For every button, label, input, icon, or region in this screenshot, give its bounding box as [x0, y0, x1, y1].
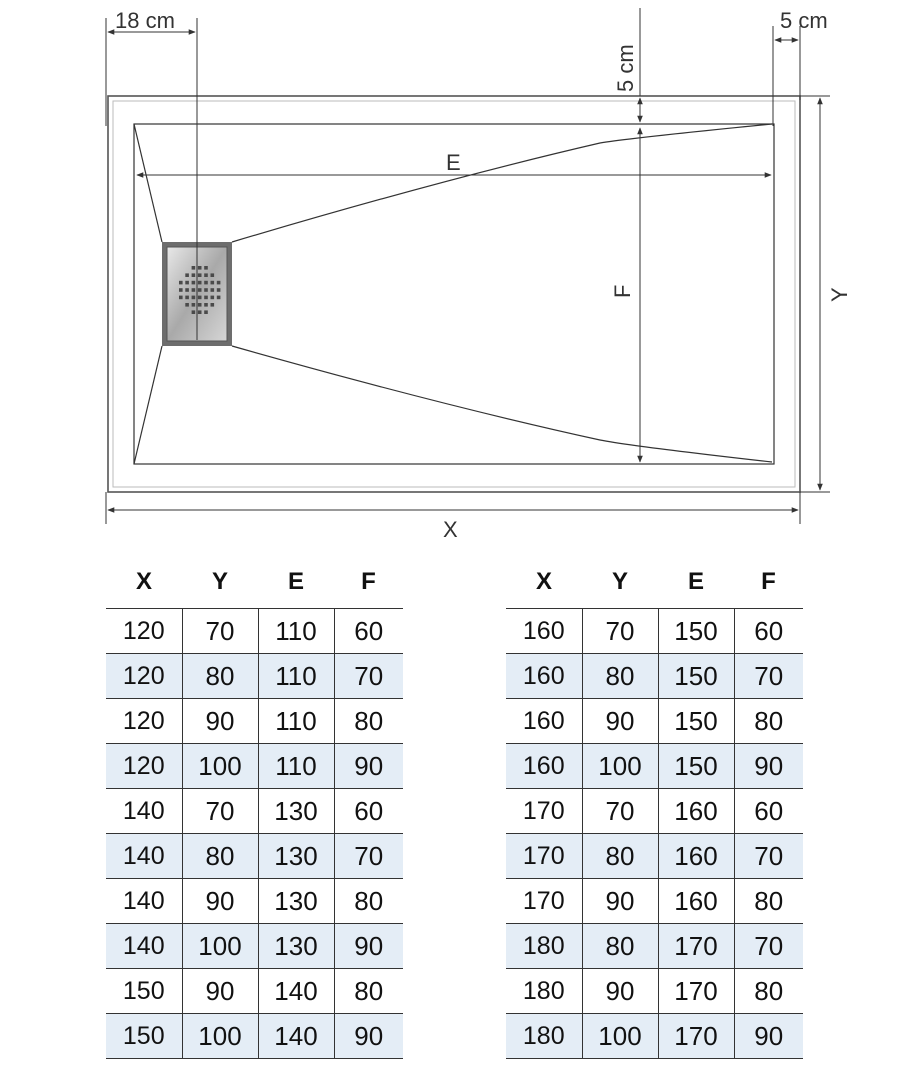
- table-cell: 70: [334, 834, 403, 879]
- dimension-y: [800, 96, 852, 492]
- table-row: [106, 834, 403, 879]
- drain-hole: [198, 273, 202, 277]
- table-cell: 150: [658, 609, 734, 654]
- table-cell: 170: [506, 834, 582, 879]
- table-cell: 130: [258, 879, 334, 924]
- table-cell: 90: [582, 969, 658, 1014]
- label-drain-offset: 18 cm: [115, 8, 175, 33]
- label-edge-top: 5 cm: [613, 44, 638, 92]
- drain-hole: [211, 281, 215, 285]
- table-cell: 70: [182, 789, 258, 834]
- drain-hole: [185, 281, 189, 285]
- table-cell: 160: [658, 834, 734, 879]
- table-cell: 90: [582, 699, 658, 744]
- drain-hole: [185, 273, 189, 277]
- column-header: X: [135, 568, 152, 595]
- table-cell: 90: [334, 1014, 403, 1059]
- column-header: Y: [611, 568, 628, 595]
- table-cell: 110: [258, 654, 334, 699]
- table-header-row: [106, 556, 403, 609]
- table-row: [506, 744, 803, 789]
- table-row: [506, 879, 803, 924]
- table-cell: 80: [334, 969, 403, 1014]
- drain-hole: [204, 281, 208, 285]
- table-cell: 170: [658, 924, 734, 969]
- drain-hole: [217, 296, 221, 300]
- table-cell: 160: [658, 789, 734, 834]
- table-cell: 70: [734, 834, 803, 879]
- table-cell: 100: [582, 1014, 658, 1059]
- table-row: [106, 744, 403, 789]
- table-cell: 80: [734, 969, 803, 1014]
- drain-hole: [211, 303, 215, 307]
- table-cell: 80: [734, 699, 803, 744]
- table-row: [106, 924, 403, 969]
- table-cell: 140: [106, 924, 182, 969]
- drain-hole: [192, 296, 196, 300]
- table-cell: 90: [734, 1014, 803, 1059]
- table-cell: 150: [658, 699, 734, 744]
- table-cell: 140: [258, 969, 334, 1014]
- drain-hole: [198, 296, 202, 300]
- drain-hole: [211, 273, 215, 277]
- drain-hole: [198, 281, 202, 285]
- table-row: [506, 609, 803, 654]
- table-cell: 90: [582, 879, 658, 924]
- drain-hole: [204, 266, 208, 270]
- table-cell: 160: [506, 654, 582, 699]
- table-cell: 160: [506, 699, 582, 744]
- table-cell: 110: [258, 744, 334, 789]
- table-cell: 150: [106, 969, 182, 1014]
- table-cell: 120: [106, 654, 182, 699]
- drain-hole: [211, 296, 215, 300]
- table-cell: 180: [506, 969, 582, 1014]
- table-header-row: [506, 556, 803, 609]
- table-cell: 130: [258, 834, 334, 879]
- table-row: [106, 654, 403, 699]
- table-cell: 100: [182, 1014, 258, 1059]
- column-header: E: [287, 568, 304, 595]
- table-cell: 100: [582, 744, 658, 789]
- table-cell: 80: [334, 699, 403, 744]
- table-cell: 100: [182, 924, 258, 969]
- drain-hole: [198, 266, 202, 270]
- table-cell: 140: [258, 1014, 334, 1059]
- table-row: [106, 1014, 403, 1059]
- table-cell: 70: [734, 654, 803, 699]
- table-row: [506, 969, 803, 1014]
- drain-hole: [211, 288, 215, 292]
- table-cell: 140: [106, 879, 182, 924]
- table-cell: 130: [258, 789, 334, 834]
- drain-hole: [185, 288, 189, 292]
- drain-hole: [198, 288, 202, 292]
- drain-hole: [204, 296, 208, 300]
- drain-hole: [198, 303, 202, 307]
- drain-hole: [198, 310, 202, 314]
- drain-hole: [192, 266, 196, 270]
- drain-hole: [204, 310, 208, 314]
- table-cell: 160: [658, 879, 734, 924]
- table-cell: 160: [506, 609, 582, 654]
- drain-hole: [185, 303, 189, 307]
- table-cell: 110: [258, 609, 334, 654]
- table-cell: 90: [734, 744, 803, 789]
- table-cell: 70: [734, 924, 803, 969]
- table-cell: 170: [658, 969, 734, 1014]
- label-f: F: [610, 284, 635, 298]
- drain-hole: [179, 296, 183, 300]
- table-row: [106, 969, 403, 1014]
- drain-hole: [192, 310, 196, 314]
- table-cell: 170: [506, 789, 582, 834]
- table-row: [106, 699, 403, 744]
- table-row: [506, 699, 803, 744]
- table-cell: 160: [506, 744, 582, 789]
- table-cell: 80: [182, 834, 258, 879]
- drain-hole: [192, 273, 196, 277]
- dimension-x: [106, 492, 800, 542]
- table-cell: 70: [582, 609, 658, 654]
- table-cell: 100: [182, 744, 258, 789]
- drain-hole: [217, 281, 221, 285]
- table-cell: 70: [182, 609, 258, 654]
- table-cell: 80: [582, 834, 658, 879]
- column-header: Y: [211, 568, 228, 595]
- table-row: [506, 789, 803, 834]
- table-cell: 120: [106, 699, 182, 744]
- table-cell: 170: [506, 879, 582, 924]
- table-cell: 90: [182, 699, 258, 744]
- table-cell: 110: [258, 699, 334, 744]
- size-table-right: [506, 556, 803, 1059]
- drain-hole: [179, 281, 183, 285]
- label-x: X: [443, 517, 458, 542]
- drain-hole: [179, 288, 183, 292]
- drain-hole: [192, 281, 196, 285]
- drain-hole: [192, 288, 196, 292]
- label-edge-right: 5 cm: [780, 8, 828, 33]
- table-row: [106, 879, 403, 924]
- table-cell: 90: [182, 969, 258, 1014]
- table-cell: 140: [106, 789, 182, 834]
- table-cell: 150: [658, 654, 734, 699]
- table-row: [506, 834, 803, 879]
- table-row: [506, 654, 803, 699]
- drain-hole: [185, 296, 189, 300]
- label-e: E: [446, 150, 461, 175]
- table-cell: 90: [334, 744, 403, 789]
- table-cell: 120: [106, 744, 182, 789]
- drain-hole: [204, 273, 208, 277]
- table-cell: 60: [734, 789, 803, 834]
- table-row: [106, 789, 403, 834]
- table-cell: 60: [334, 609, 403, 654]
- size-table-left: [106, 556, 403, 1059]
- drain-hole: [204, 303, 208, 307]
- table-cell: 150: [106, 1014, 182, 1059]
- table-cell: 80: [182, 654, 258, 699]
- table-row: [506, 1014, 803, 1059]
- table-cell: 170: [658, 1014, 734, 1059]
- column-header: E: [687, 568, 704, 595]
- table-cell: 60: [734, 609, 803, 654]
- label-y: Y: [827, 287, 852, 302]
- table-cell: 90: [182, 879, 258, 924]
- column-header: F: [361, 568, 376, 595]
- table-cell: 80: [734, 879, 803, 924]
- table-cell: 140: [106, 834, 182, 879]
- table-row: [106, 609, 403, 654]
- table-cell: 130: [258, 924, 334, 969]
- table-cell: 180: [506, 924, 582, 969]
- table-cell: 70: [334, 654, 403, 699]
- table-cell: 70: [582, 789, 658, 834]
- table-cell: 80: [582, 654, 658, 699]
- table-cell: 80: [334, 879, 403, 924]
- table-cell: 150: [658, 744, 734, 789]
- drain-hole: [204, 288, 208, 292]
- drain-hole: [192, 303, 196, 307]
- table-row: [506, 924, 803, 969]
- table-cell: 90: [334, 924, 403, 969]
- column-header: F: [761, 568, 776, 595]
- table-cell: 180: [506, 1014, 582, 1059]
- table-cell: 80: [582, 924, 658, 969]
- drain-hole: [217, 288, 221, 292]
- column-header: X: [535, 568, 552, 595]
- table-cell: 60: [334, 789, 403, 834]
- table-cell: 120: [106, 609, 182, 654]
